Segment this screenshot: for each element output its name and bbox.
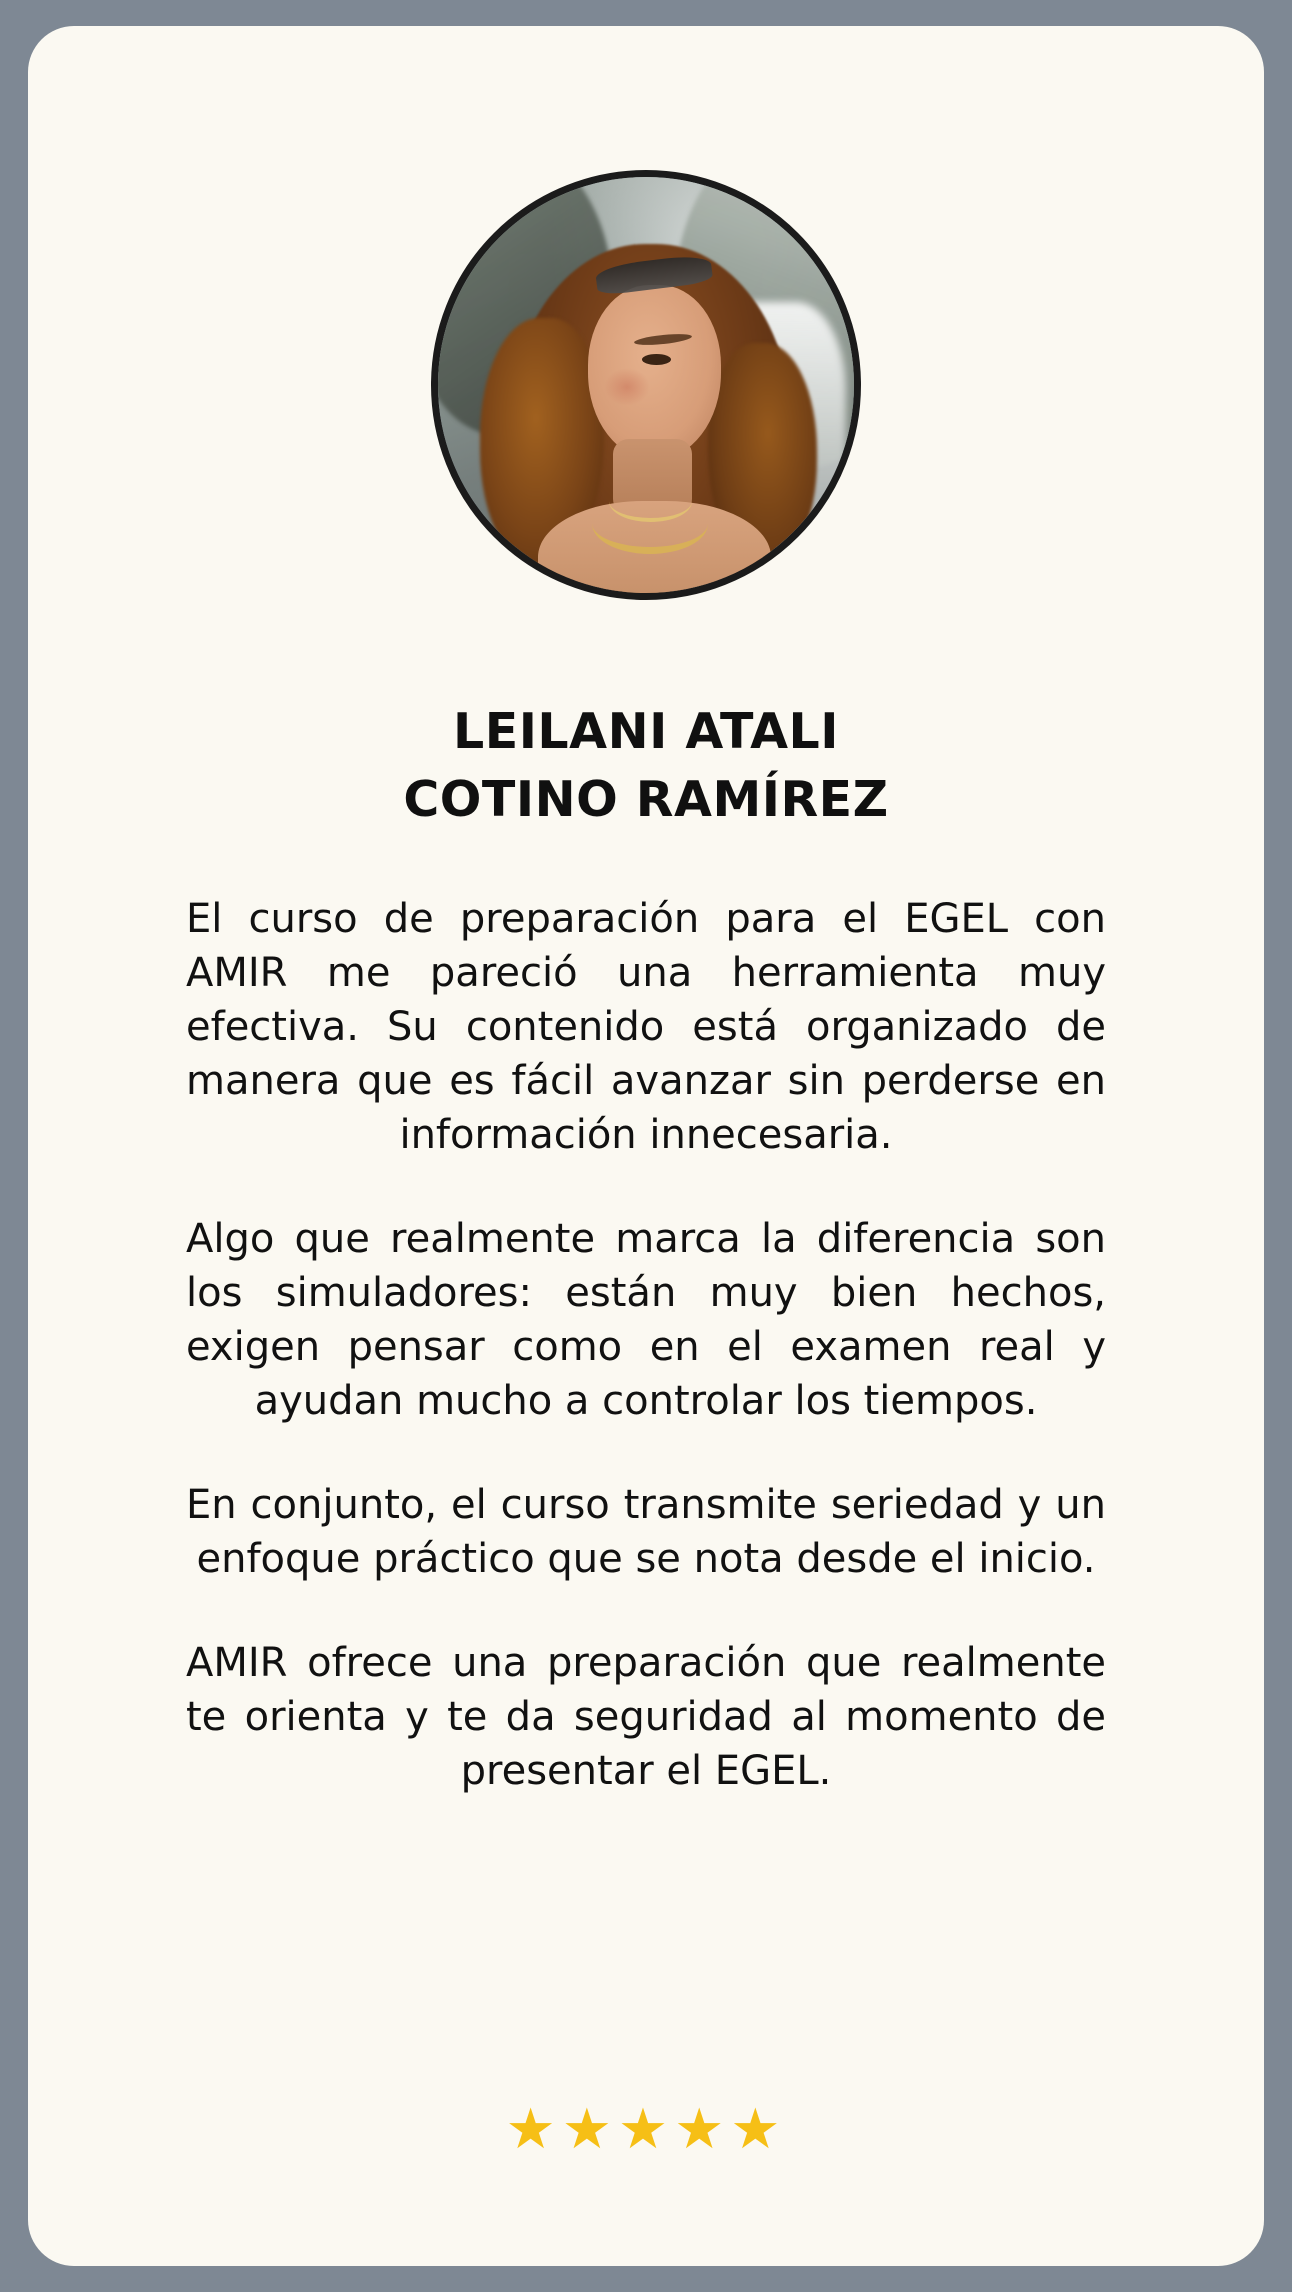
testimonial-paragraph: En conjunto, el curso transmite seriedad y un enfoque práctico que se nota desde el inicio. — [186, 1482, 1106, 1582]
avatar — [431, 170, 861, 600]
person-name — [28, 698, 1264, 834]
testimonial-body — [186, 892, 1106, 1798]
photo-cheek — [604, 368, 650, 405]
rating-stars: ★★★★★ — [505, 2097, 787, 2162]
photo-face — [588, 285, 721, 460]
testimonial-paragraph: Algo que realmente marca la diferencia son los simuladores: están muy bien hechos, exigen pensar como en el examen real y ayudan mucho a controlar los tiempos. — [186, 1216, 1106, 1424]
testimonial-paragraph: AMIR ofrece una preparación que realmente te orienta y te da seguridad al momento de presentar el EGEL. — [186, 1640, 1106, 1794]
person-name-line-2: COTINO RAMÍREZ — [403, 771, 889, 828]
testimonial-paragraph: El curso de preparación para el EGEL con AMIR me pareció una herramienta muy efectiva. Su contenido está organizado de manera que es fácil avanzar sin perderse en información innecesaria. — [186, 896, 1106, 1158]
photo-necklace-inner — [609, 481, 692, 522]
person-name-line-1: LEILANI ATALI — [453, 703, 839, 760]
testimonial-card — [28, 26, 1264, 2266]
portrait-photo — [438, 177, 854, 593]
photo-eye — [642, 354, 671, 365]
